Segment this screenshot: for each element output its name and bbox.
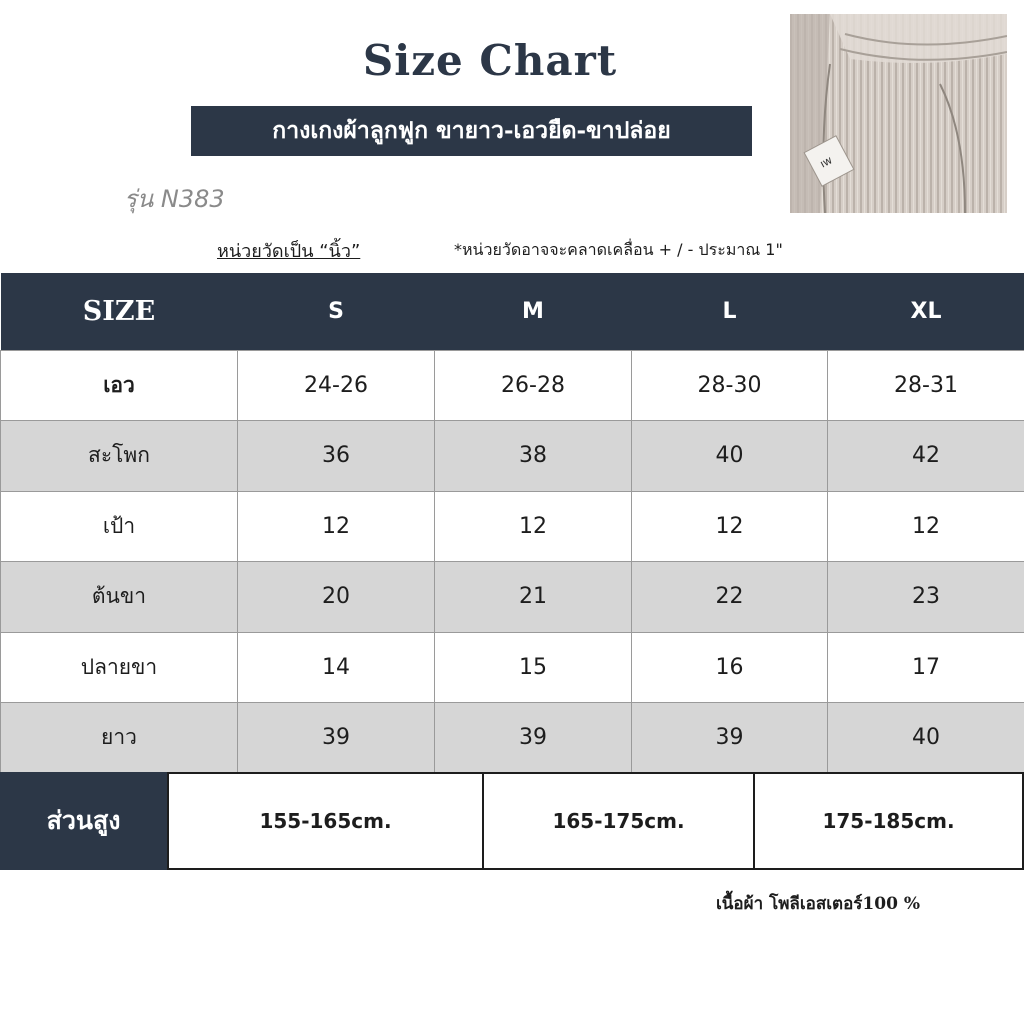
page-title: Size Chart: [362, 36, 618, 85]
size-header-row: [1, 273, 1024, 350]
table-cell: 26-28: [435, 350, 632, 421]
size-m-header: M: [435, 273, 632, 350]
table-cell: 42: [828, 421, 1024, 492]
row-label-hip: สะโพก: [1, 421, 238, 492]
table-row: [1, 632, 1024, 703]
height-range-cell: 175-185cm.: [753, 772, 1024, 870]
table-cell: 12: [828, 491, 1024, 562]
table-cell: 17: [828, 632, 1024, 703]
table-cell: 39: [435, 703, 632, 774]
corduroy-pants-photo: [790, 14, 1007, 213]
size-column-header: SIZE: [1, 273, 238, 350]
table-row: [1, 350, 1024, 421]
table-row: [1, 703, 1024, 774]
size-l-header: L: [632, 273, 828, 350]
table-cell: 28-30: [632, 350, 828, 421]
row-label-thigh: ต้นขา: [1, 562, 238, 633]
table-row: [1, 491, 1024, 562]
table-cell: 24-26: [238, 350, 435, 421]
table-cell: 15: [435, 632, 632, 703]
fabric-note: เนื้อผ้า โพลีเอสเตอร์100 %: [716, 894, 920, 914]
height-recommendation-row: [0, 772, 1024, 870]
table-cell: 23: [828, 562, 1024, 633]
table-row: [1, 562, 1024, 633]
row-label-rise: เป้า: [1, 491, 238, 562]
table-cell: 21: [435, 562, 632, 633]
size-xl-header: XL: [828, 273, 1024, 350]
size-s-header: S: [238, 273, 435, 350]
table-cell: 16: [632, 632, 828, 703]
table-cell: 22: [632, 562, 828, 633]
size-table: [0, 273, 1024, 774]
row-label-waist: เอว: [1, 350, 238, 421]
product-name-banner: [191, 106, 752, 156]
table-cell: 39: [238, 703, 435, 774]
table-cell: 39: [632, 703, 828, 774]
table-cell: 12: [238, 491, 435, 562]
table-cell: 14: [238, 632, 435, 703]
height-range-cell: 155-165cm.: [167, 772, 484, 870]
table-row: [1, 421, 1024, 492]
table-cell: 20: [238, 562, 435, 633]
table-cell: 12: [632, 491, 828, 562]
measurement-tolerance-note: *หน่วยวัดอาจจะคลาดเคลื่อน + / - ประมาณ 1": [454, 240, 783, 259]
pants-illustration: [790, 14, 1007, 213]
height-label: ส่วนสูง: [0, 772, 167, 870]
model-number: รุ่น N383: [124, 185, 225, 213]
row-label-length: ยาว: [1, 703, 238, 774]
table-cell: 40: [632, 421, 828, 492]
height-range-cell: 165-175cm.: [482, 772, 755, 870]
row-label-leg-opening: ปลายขา: [1, 632, 238, 703]
table-cell: 12: [435, 491, 632, 562]
measurement-unit-note: หน่วยวัดเป็น “นิ้ว”: [217, 241, 361, 262]
product-name: กางเกงผ้าลูกฟูก ขายาว-เอวยืด-ขาปล่อย: [272, 117, 671, 144]
table-cell: 38: [435, 421, 632, 492]
table-cell: 28-31: [828, 350, 1024, 421]
table-cell: 36: [238, 421, 435, 492]
svg-text:ıw: ıw: [817, 153, 835, 171]
table-cell: 40: [828, 703, 1024, 774]
